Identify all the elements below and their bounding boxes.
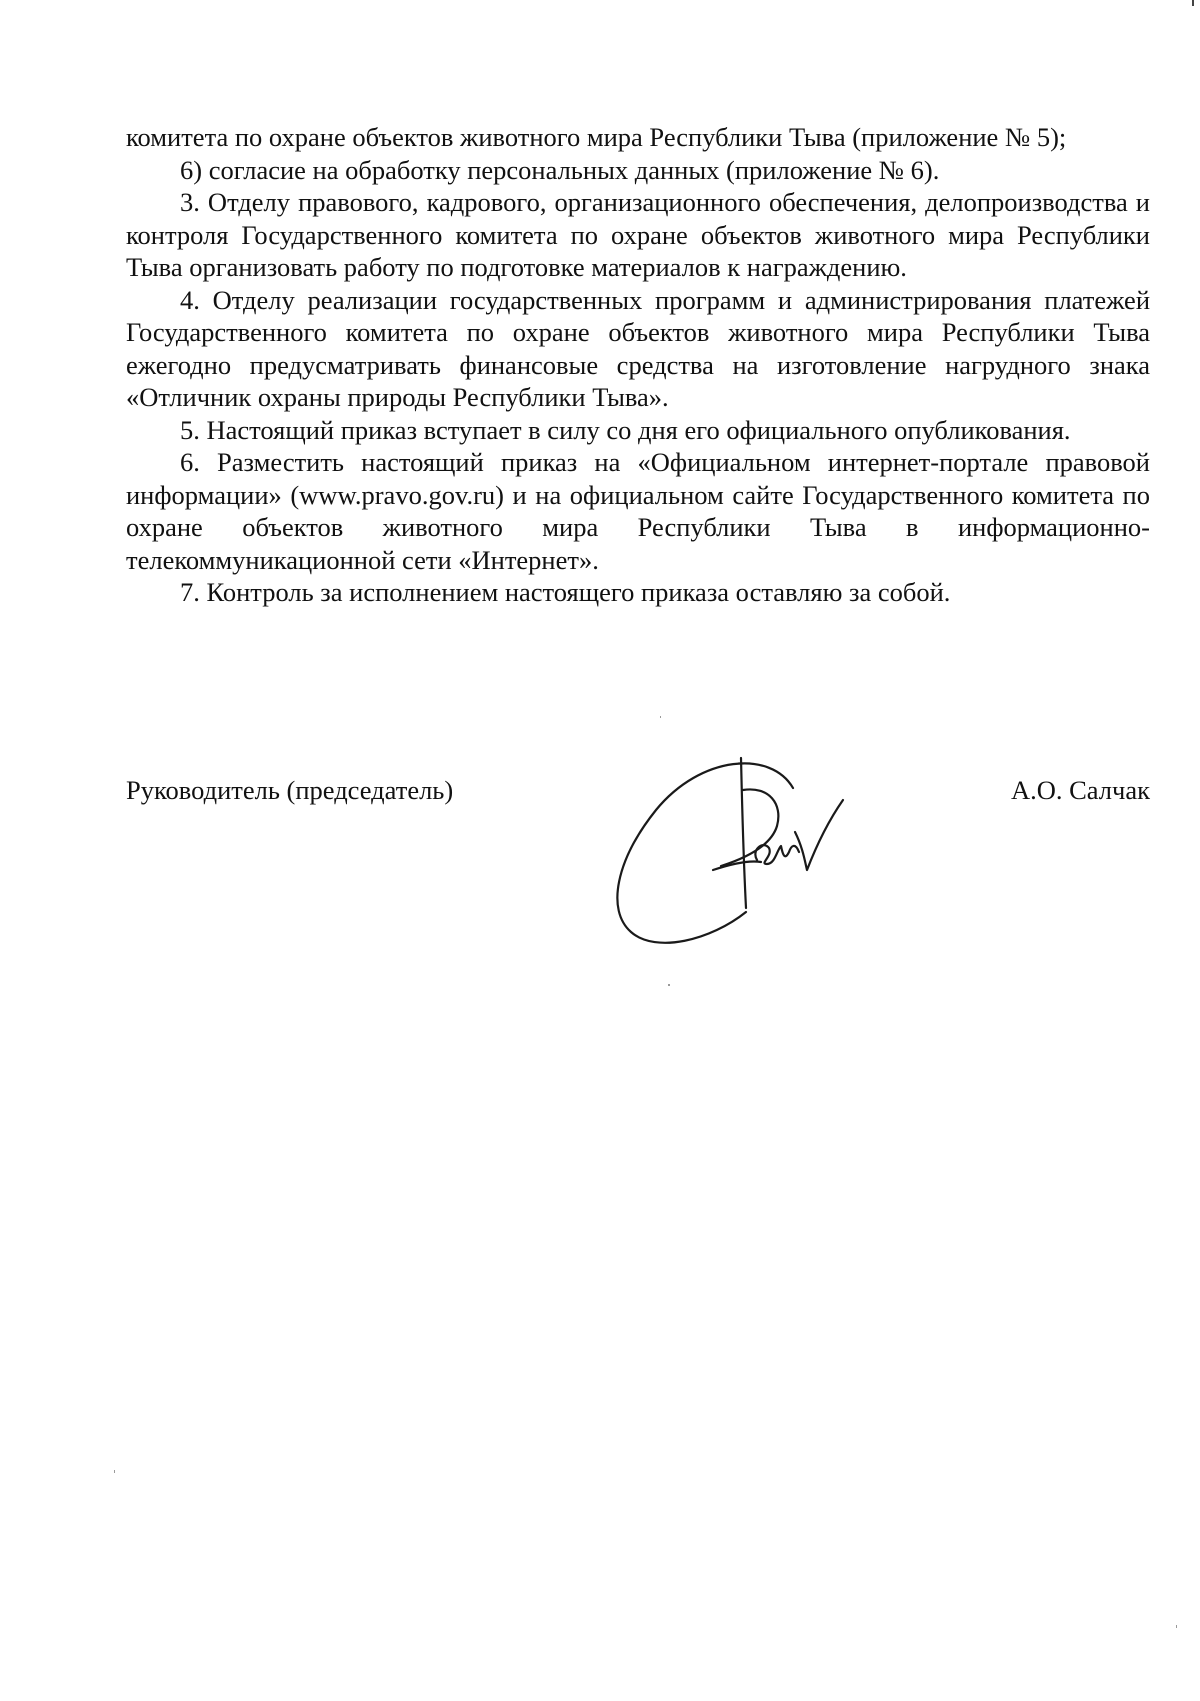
signature-block [126,760,1150,960]
handwritten-signature [581,740,861,960]
scan-speck [114,1470,115,1473]
signatory-name: А.О. Салчак [1010,775,1150,805]
document-body [126,121,1150,609]
paragraph-4: 4. Отделу реализации государственных программ и администрирования платежей Государственного комитета по охране объектов животного мира Республики Тыва ежегодно предусматривать финансовые средства на изготовление нагрудного знака «Отличник охраны природы Республики Тыва». [126,284,1150,412]
scan-speck [668,984,670,986]
scan-edge-mark [1192,0,1194,6]
paragraph-1: комитета по охране объектов животного мира Республики Тыва (приложение № 5); [126,122,1067,152]
scan-speck [660,716,661,718]
paragraph-5: 5. Настоящий приказ вступает в силу со дня его официального опубликования. [180,414,1071,445]
paragraph-2: 6) согласие на обработку персональных данных (приложение № 6). [180,154,940,185]
paragraph-7: 7. Контроль за исполнением настоящего приказа оставляю за собой. [180,577,951,607]
paragraph-6: 6. Разместить настоящий приказ на «Официальном интернет-портале правовой информации» (www.pravo.gov.ru) и на официальном сайте Государственного комитета по охране объектов животного мира Республики Тыва в информационно-телекоммуникационной сети «Интернет». [126,447,1150,575]
paragraph-3: 3. Отделу правового, кадрового, организационного обеспечения, делопроизводства и контроля Государственного комитета по охране объектов животного мира Республики Тыва организовать работу по подготовке материалов к награждению. [126,187,1150,282]
scan-speck [1176,1625,1177,1628]
signatory-title: Руководитель (председатель) [126,775,454,805]
